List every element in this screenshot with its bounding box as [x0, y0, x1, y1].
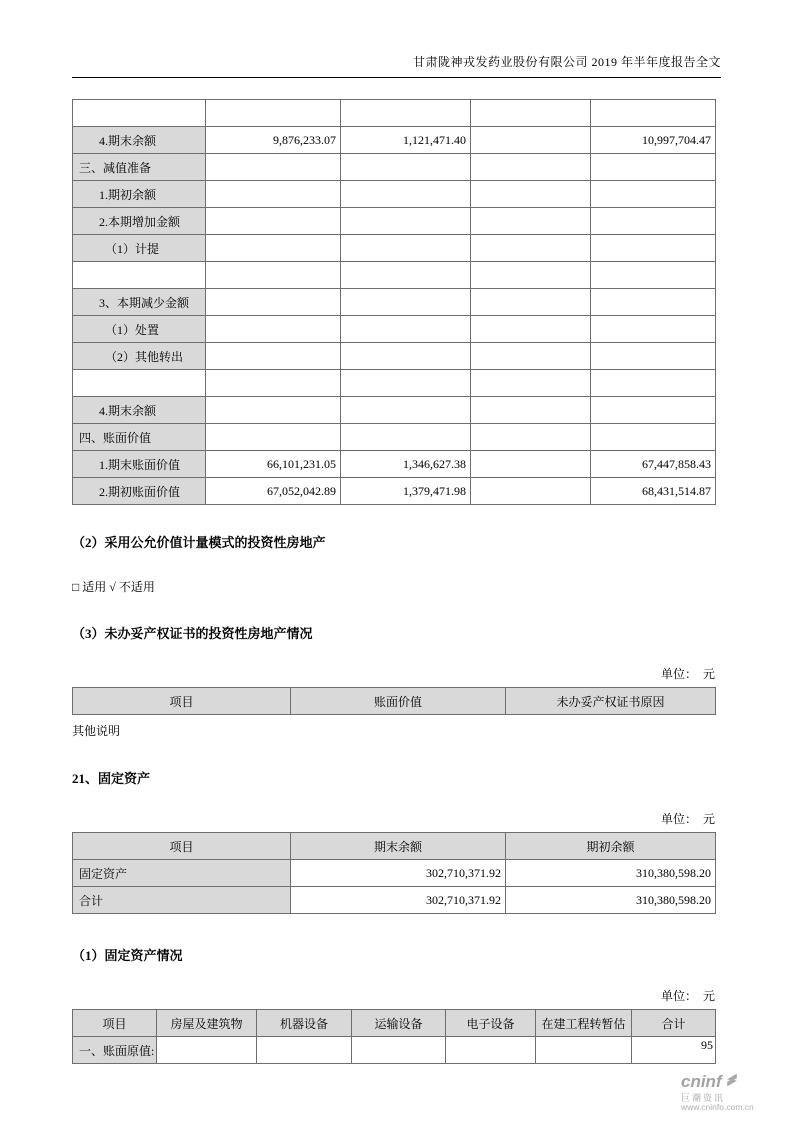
cell	[206, 262, 341, 289]
table-row	[73, 370, 716, 397]
cell	[591, 370, 716, 397]
column-header-total: 合计	[632, 1010, 716, 1037]
row-label: 四、账面价值	[73, 424, 206, 451]
cell	[257, 1037, 352, 1064]
cell	[591, 316, 716, 343]
fixed-assets-table	[72, 832, 716, 914]
cell	[206, 289, 341, 316]
row-label: 三、减值准备	[73, 154, 206, 181]
cell	[206, 154, 341, 181]
cell	[206, 424, 341, 451]
cell	[591, 343, 716, 370]
cninfo-logo-url: www.cninfo.com.cn	[681, 1102, 754, 1113]
fixed-assets-detail-table	[72, 1009, 716, 1064]
table-row	[73, 478, 716, 505]
table-header-row	[73, 688, 716, 715]
column-header-item: 项目	[73, 1010, 157, 1037]
row-label: 固定资产	[73, 860, 291, 887]
table-row	[73, 424, 716, 451]
column-header-cip-estimate: 在建工程转暂估	[536, 1010, 632, 1037]
table-row	[73, 154, 716, 181]
row-label: 1.期初余额	[73, 181, 206, 208]
cell	[206, 316, 341, 343]
cell	[341, 343, 471, 370]
row-label: 2.期初账面价值	[73, 478, 206, 505]
row-label: 1.期末账面价值	[73, 451, 206, 478]
table-header-row	[73, 1010, 716, 1037]
cell: 68,431,514.87	[591, 478, 716, 505]
cell	[591, 100, 716, 127]
cell	[471, 154, 591, 181]
row-label: 一、账面原值:	[73, 1037, 157, 1064]
cell	[206, 100, 341, 127]
table-row	[73, 1037, 716, 1064]
cell: 67,052,042.89	[206, 478, 341, 505]
cell	[591, 154, 716, 181]
cell	[471, 181, 591, 208]
cell	[341, 397, 471, 424]
cell	[206, 235, 341, 262]
page-content	[72, 0, 721, 1064]
row-label: 3、本期减少金额	[73, 289, 206, 316]
row-label: （1）计提	[73, 235, 206, 262]
table-row	[73, 262, 716, 289]
cell: 1,346,627.38	[341, 451, 471, 478]
cell	[471, 451, 591, 478]
cell: 310,380,598.20	[506, 860, 716, 887]
cell	[536, 1037, 632, 1064]
section-heading-fair-value-model: （2）采用公允价值计量模式的投资性房地产	[72, 535, 326, 550]
cell: 1,121,471.40	[341, 127, 471, 154]
cell	[206, 208, 341, 235]
cell	[341, 424, 471, 451]
column-header-closing: 期末余额	[291, 833, 506, 860]
section-heading-fixed-assets-detail: （1）固定资产情况	[72, 948, 183, 963]
table-row	[73, 181, 716, 208]
table-row	[73, 316, 716, 343]
cell	[352, 1037, 446, 1064]
column-header-electronics: 电子设备	[446, 1010, 536, 1037]
cell	[471, 262, 591, 289]
row-label: 2.本期增加金额	[73, 208, 206, 235]
cell	[341, 289, 471, 316]
no-cert-table	[72, 687, 716, 715]
column-header-transport: 运输设备	[352, 1010, 446, 1037]
column-header-machinery: 机器设备	[257, 1010, 352, 1037]
row-label: （2）其他转出	[73, 343, 206, 370]
cell	[471, 235, 591, 262]
investment-property-continuation-table	[72, 99, 716, 505]
cninfo-logo-chinese-name: 巨潮资讯	[681, 1092, 726, 1103]
table-row	[73, 235, 716, 262]
document-header-title: 甘肃陇神戎发药业股份有限公司 2019 年半年度报告全文	[412, 55, 721, 69]
table-row	[73, 208, 716, 235]
column-header-buildings: 房屋及建筑物	[157, 1010, 257, 1037]
cell	[341, 316, 471, 343]
section-heading-no-cert: （3）未办妥产权证书的投资性房地产情况	[72, 626, 313, 641]
cell: 302,710,371.92	[291, 887, 506, 914]
page-number: 95	[701, 1038, 713, 1052]
cell: 1,379,471.98	[341, 478, 471, 505]
column-header-opening: 期初余额	[506, 833, 716, 860]
cell	[341, 370, 471, 397]
column-header-reason: 未办妥产权证书原因	[506, 688, 716, 715]
table-row	[73, 887, 716, 914]
cell	[471, 343, 591, 370]
cell	[591, 424, 716, 451]
other-note: 其他说明	[72, 724, 121, 738]
cninfo-logo	[681, 1072, 777, 1113]
cell	[591, 208, 716, 235]
header-rule	[72, 77, 721, 78]
unit-label: 单位： 元	[660, 667, 715, 681]
cell	[341, 208, 471, 235]
cell	[341, 181, 471, 208]
cell	[471, 208, 591, 235]
cell	[591, 397, 716, 424]
row-label: 4.期末余额	[73, 127, 206, 154]
cell	[206, 343, 341, 370]
applicability-line: □ 适用 √ 不适用	[72, 580, 155, 594]
cell: 10,997,704.47	[591, 127, 716, 154]
cell	[471, 316, 591, 343]
cell	[471, 289, 591, 316]
row-label	[73, 262, 206, 289]
table-header-row	[73, 833, 716, 860]
column-header-item: 项目	[73, 688, 291, 715]
cell	[471, 397, 591, 424]
row-label: （1）处置	[73, 316, 206, 343]
cell	[591, 289, 716, 316]
table-row	[73, 860, 716, 887]
table-row	[73, 289, 716, 316]
cell	[206, 370, 341, 397]
cell	[591, 235, 716, 262]
cell	[206, 397, 341, 424]
cell	[471, 478, 591, 505]
table-row	[73, 343, 716, 370]
cell	[341, 100, 471, 127]
section-heading-fixed-assets: 21、固定资产	[72, 771, 151, 786]
cninfo-logo-word: cninf	[681, 1072, 722, 1092]
cell	[341, 154, 471, 181]
table-row	[73, 451, 716, 478]
cell: 310,380,598.20	[506, 887, 716, 914]
cell: 66,101,231.05	[206, 451, 341, 478]
cell: 67,447,858.43	[591, 451, 716, 478]
cell: 9,876,233.07	[206, 127, 341, 154]
column-header-book-value: 账面价值	[291, 688, 506, 715]
cell	[157, 1037, 257, 1064]
table-row	[73, 127, 716, 154]
cell	[341, 235, 471, 262]
cell	[471, 100, 591, 127]
cell	[341, 262, 471, 289]
cninfo-logo-mark-icon	[724, 1072, 740, 1092]
cell: 302,710,371.92	[291, 860, 506, 887]
cell	[471, 370, 591, 397]
cell	[471, 127, 591, 154]
row-label	[73, 100, 206, 127]
table-row	[73, 397, 716, 424]
row-label: 合计	[73, 887, 291, 914]
cell	[591, 181, 716, 208]
cell	[446, 1037, 536, 1064]
cell	[471, 424, 591, 451]
row-label: 4.期末余额	[73, 397, 206, 424]
cell	[591, 262, 716, 289]
unit-label: 单位： 元	[660, 989, 715, 1003]
cell	[206, 181, 341, 208]
table-row	[73, 100, 716, 127]
row-label	[73, 370, 206, 397]
column-header-item: 项目	[73, 833, 291, 860]
unit-label: 单位： 元	[660, 812, 715, 826]
